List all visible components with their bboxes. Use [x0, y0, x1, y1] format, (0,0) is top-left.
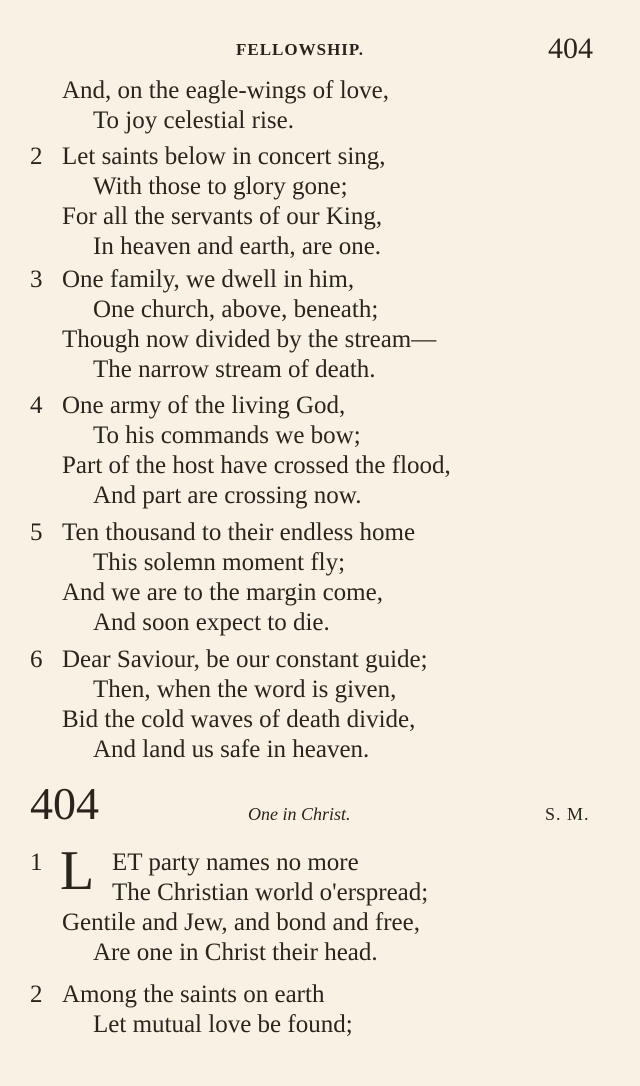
verse-line: One army of the living God, [62, 392, 346, 419]
verse-line: Part of the host have crossed the flood, [62, 452, 451, 479]
verse-line: With those to glory gone; [93, 173, 348, 200]
verse-line: The narrow stream of death. [93, 356, 376, 383]
verse-line: For all the servants of our King, [62, 203, 383, 230]
verse-line: And part are crossing now. [93, 482, 362, 509]
verse-number: 1 [30, 849, 43, 876]
verse-line: To his commands we bow; [93, 422, 361, 449]
verse-line: Among the saints on earth [62, 981, 325, 1008]
hymn-meter: S. M. [545, 804, 590, 824]
verse-line: And we are to the margin come, [62, 579, 383, 606]
verse-line: The Christian world o'erspread; [112, 879, 429, 906]
verse-line: One church, above, beneath; [93, 296, 379, 323]
verse-line: Bid the cold waves of death divide, [62, 706, 416, 733]
verse-line: Let saints below in concert sing, [62, 143, 386, 170]
section-title: FELLOWSHIP. [236, 40, 364, 59]
verse-line: In heaven and earth, are one. [93, 233, 382, 260]
page-number: 404 [548, 32, 593, 65]
verse-line: Then, when the word is given, [93, 676, 397, 703]
verse-line: Let mutual love be found; [93, 1011, 353, 1038]
verse-line: One family, we dwell in him, [62, 266, 355, 293]
verse-line: Ten thousand to their endless home [62, 519, 416, 546]
verse-line: To joy celestial rise. [93, 107, 294, 134]
hymn-header [0, 776, 640, 832]
hymn-title: One in Christ. [248, 804, 351, 824]
verse-number: 2 [30, 981, 43, 1008]
verse-line: And, on the eagle-wings of love, [62, 77, 390, 104]
verse-line: Dear Saviour, be our constant guide; [62, 646, 428, 673]
verse-number: 6 [30, 646, 43, 673]
running-head [0, 32, 640, 66]
drop-cap: L [60, 840, 95, 902]
verse-line: This solemn moment fly; [93, 549, 346, 576]
verse-number: 5 [30, 519, 43, 546]
verse-line: And soon expect to die. [93, 609, 330, 636]
verse-line: ET party names no more [112, 849, 359, 876]
hymn-number: 404 [30, 778, 99, 829]
verse-number: 3 [30, 266, 43, 293]
verse-line: Gentile and Jew, and bond and free, [62, 909, 420, 936]
verse-number: 4 [30, 392, 43, 419]
verse-line: Are one in Christ their head. [93, 939, 378, 966]
verse-number: 2 [30, 143, 43, 170]
verse-line: And land us safe in heaven. [93, 736, 370, 763]
verse-line: Though now divided by the stream— [62, 326, 437, 353]
